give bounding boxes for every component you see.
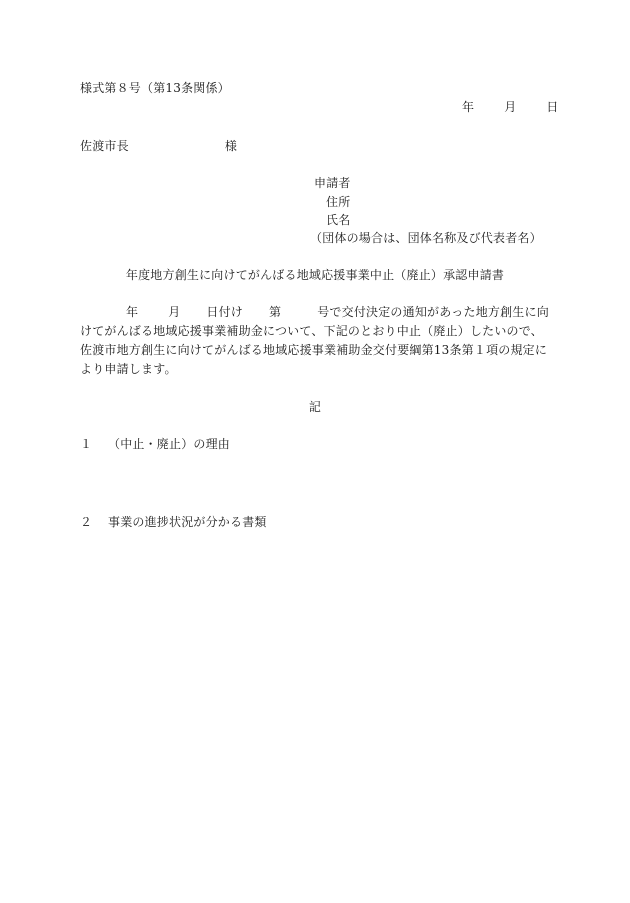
- applicant-label: 申請者: [314, 176, 351, 190]
- item-number: １: [80, 437, 93, 451]
- addressee-line: [80, 138, 237, 154]
- addressee-name: 佐渡市長: [80, 139, 129, 153]
- item-text: 事業の進捗状況が分かる書類: [108, 515, 267, 529]
- list-item: [80, 514, 267, 530]
- list-item: [80, 436, 230, 452]
- body-line-1: [80, 303, 550, 322]
- document-title: 年度地方創生に向けてがんばる地域応援事業中止（廃止）承認申請書: [125, 268, 505, 282]
- applicant-address-label: 住所: [326, 195, 351, 209]
- body-number-suffix: 号で交付決定の通知があった地方創生に向: [317, 305, 549, 319]
- date-month: 月: [504, 100, 517, 114]
- body-number-label: 第: [269, 305, 282, 319]
- body-line-4: より申請します。: [80, 362, 177, 376]
- form-number: 様式第８号（第13条関係）: [80, 81, 230, 95]
- item-number: ２: [80, 515, 93, 529]
- date-day: 日: [546, 100, 559, 114]
- body-day: 日付け: [206, 305, 244, 319]
- body-paragraph: [80, 303, 550, 379]
- applicant-name-label: 氏名: [326, 213, 351, 227]
- item-text: （中止・廃止）の理由: [108, 437, 231, 451]
- group-name-note: （団体の場合は、団体名称及び代表者名）: [310, 231, 542, 245]
- body-month: 月: [168, 305, 181, 319]
- body-year: 年: [126, 305, 139, 319]
- addressee-honorific: 様: [224, 139, 238, 153]
- date-line: [462, 99, 559, 115]
- date-year: 年: [462, 100, 475, 114]
- body-line-3: 佐渡市地方創生に向けてがんばる地域応援事業補助金交付要綱第13条第１項の規定に: [80, 343, 548, 357]
- record-heading: 記: [308, 400, 322, 414]
- body-line-2: けてがんばる地域応援事業補助金について、下記のとおり中止（廃止）したいので、: [80, 324, 543, 338]
